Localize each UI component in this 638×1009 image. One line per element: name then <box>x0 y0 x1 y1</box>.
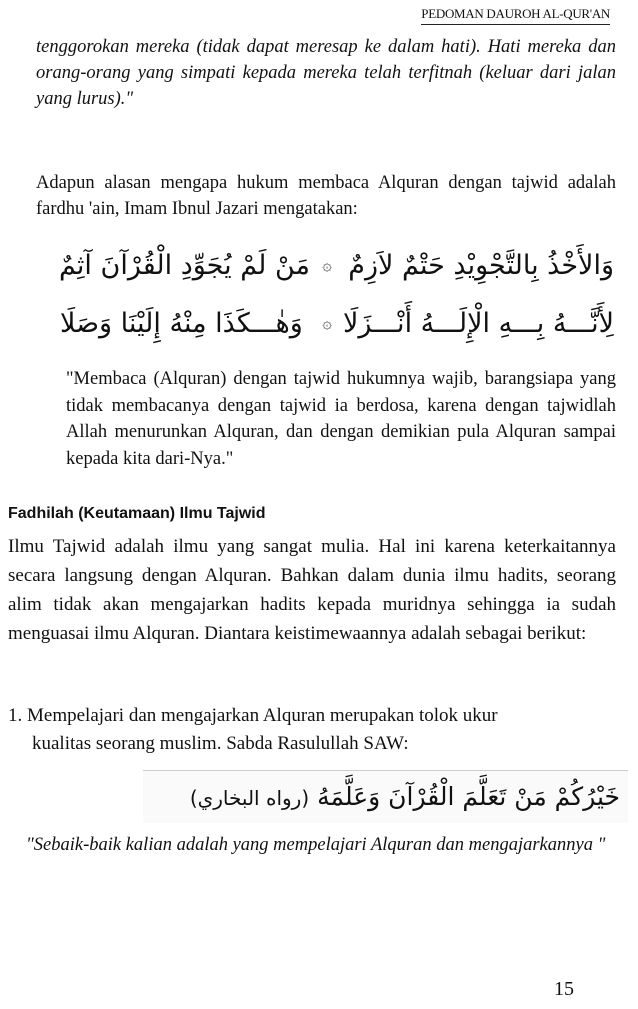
running-header: PEDOMAN DAUROH AL-QUR'AN <box>421 6 610 25</box>
verse-hemistich-left: وَهٰـــكَذَا مِنْهُ إِلَيْنَا وَصَلَا <box>60 307 303 339</box>
hadith-text: خَيْرُكُمْ مَنْ تَعَلَّمَ الْقُرْآنَ وَعَلَّمَهُ <box>317 782 620 811</box>
section-body: Ilmu Tajwid adalah ilmu yang sangat mulia. Hal ini karena keterkaitannya secara langsung dengan Alquran. Bahkan dalam dunia ilmu hadits, seorang alim tidak akan mengajarkan hadits kepada muridnya sehingga ia sudah menguasai ilmu Alquran. Diantara keistimewaannya adalah sebagai berikut: <box>8 536 616 644</box>
verse-hemistich-right: لِأَنَّـــهُ بِـــهِ الْإِلَـــهُ أَنْـــزَلَا <box>343 307 614 339</box>
list-line-2: kualitas seorang muslim. Sabda Rasulullah SAW: <box>32 733 409 754</box>
verse-translation: "Membaca (Alquran) dengan tajwid hukumnya wajib, barangsiapa yang tidak membacanya dengan tajwid ia berdosa, karena dengan tajwidlah Allah menurunkan Alquran, dan dengan demikian pula Alquran sampai kepada kita dari-Nya." <box>66 369 616 469</box>
verse-row <box>40 294 614 352</box>
list-number: 1. <box>8 705 23 726</box>
section-title: Fadhilah (Keutamaan) Ilmu Tajwid <box>8 505 266 522</box>
verse-hemistich-right: وَالأَخْذُ بِالتَّجْوِيْدِ حَتْمٌ لاَزِمٌ <box>348 249 614 281</box>
verse-hemistich-left: مَنْ لَمْ يُجَوِّدِ الْقُرْآنَ آثِمٌ <box>58 249 310 281</box>
hadith-translation: "Sebaik-baik kalian adalah yang mempelajari Alquran dan mengajarkannya " <box>26 835 606 855</box>
list-item <box>8 702 616 758</box>
ornament-separator-icon: ۞ <box>322 257 332 274</box>
page-number: 15 <box>554 978 574 1000</box>
arabic-verses <box>40 236 614 352</box>
hadith-arabic <box>143 770 628 823</box>
intro-paragraph: Adapun alasan mengapa hukum membaca Alquran dengan tajwid adalah fardhu 'ain, Imam Ibnul Jazari mengatakan: <box>36 173 616 219</box>
ornament-separator-icon: ۞ <box>322 315 332 332</box>
quote-continuation: tenggorokan mereka (tidak dapat meresap ke dalam hati). Hati mereka dan orang-orang yang simpati kepada mereka telah terfitnah (keluar dari jalan yang lurus)." <box>36 37 616 109</box>
list-line-1: Mempelajari dan mengajarkan Alquran merupakan tolok ukur <box>27 705 498 726</box>
hadith-reference: (رواه البخاري) <box>189 786 310 810</box>
verse-row <box>40 236 614 294</box>
